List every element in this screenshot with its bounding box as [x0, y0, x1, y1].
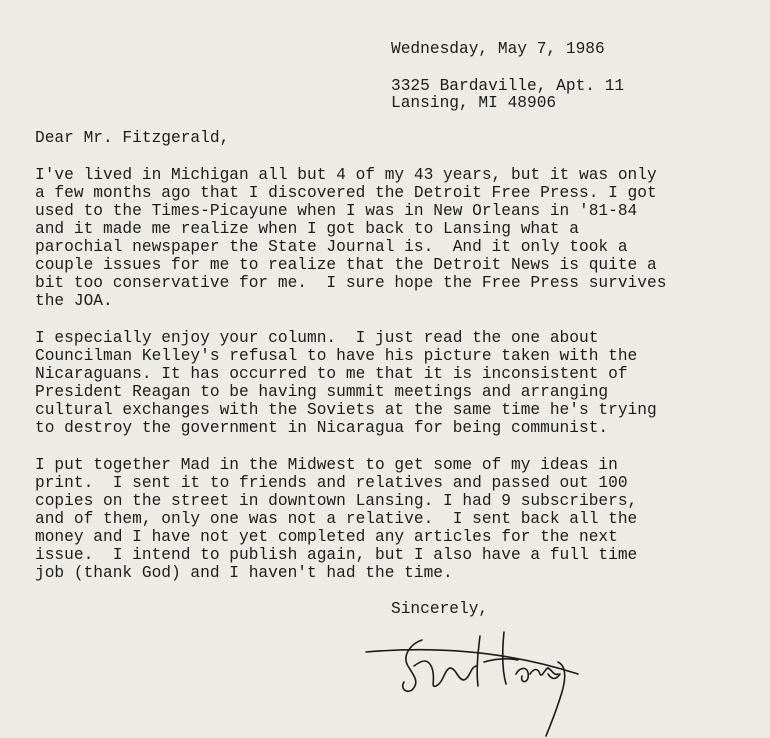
- paragraph-1-line: and it made me realize when I got back to Lansing what a: [35, 220, 579, 238]
- paragraph-1-line: bit too conservative for me. I sure hope the Free Press survives: [35, 274, 667, 292]
- paragraph-2-line: Nicaraguans. It has occurred to me that it is inconsistent of: [35, 365, 628, 383]
- paragraph-2-line: to destroy the government in Nicaragua for being communist.: [35, 419, 609, 437]
- address-line-1: 3325 Bardaville, Apt. 11: [391, 77, 625, 95]
- paragraph-1-line: the JOA.: [35, 292, 113, 310]
- paragraph-3-line: and of them, only one was not a relative. I sent back all the: [35, 510, 638, 528]
- paragraph-2-line: cultural exchanges with the Soviets at the same time he's trying: [35, 401, 657, 419]
- paragraph-1-line: couple issues for me to realize that the Detroit News is quite a: [35, 256, 657, 274]
- salutation: Dear Mr. Fitzgerald,: [35, 129, 230, 147]
- paragraph-1-line: parochial newspaper the State Journal is. And it only took a: [35, 238, 628, 256]
- paragraph-3-line: job (thank God) and I haven't had the time.: [35, 564, 453, 582]
- handwritten-signature: [352, 622, 592, 738]
- address-line-2: Lansing, MI 48906: [391, 94, 557, 112]
- paragraph-3-line: print. I sent it to friends and relatives and passed out 100: [35, 474, 628, 492]
- paragraph-2-line: President Reagan to be having summit meetings and arranging: [35, 383, 609, 401]
- paragraph-1-line: a few months ago that I discovered the Detroit Free Press. I got: [35, 184, 657, 202]
- paragraph-2-line: I especially enjoy your column. I just read the one about: [35, 329, 599, 347]
- paragraph-1-line: I've lived in Michigan all but 4 of my 43 years, but it was only: [35, 166, 657, 184]
- closing: Sincerely,: [391, 600, 489, 618]
- paragraph-3-line: I put together Mad in the Midwest to get some of my ideas in: [35, 456, 618, 474]
- paragraph-3-line: copies on the street in downtown Lansing. I had 9 subscribers,: [35, 492, 638, 510]
- letter-date: Wednesday, May 7, 1986: [391, 40, 605, 58]
- paragraph-3-line: money and I have not yet completed any articles for the next: [35, 528, 618, 546]
- paragraph-1-line: used to the Times-Picayune when I was in New Orleans in '81-84: [35, 202, 638, 220]
- paragraph-3-line: issue. I intend to publish again, but I also have a full time: [35, 546, 638, 564]
- paragraph-2-line: Councilman Kelley's refusal to have his picture taken with the: [35, 347, 638, 365]
